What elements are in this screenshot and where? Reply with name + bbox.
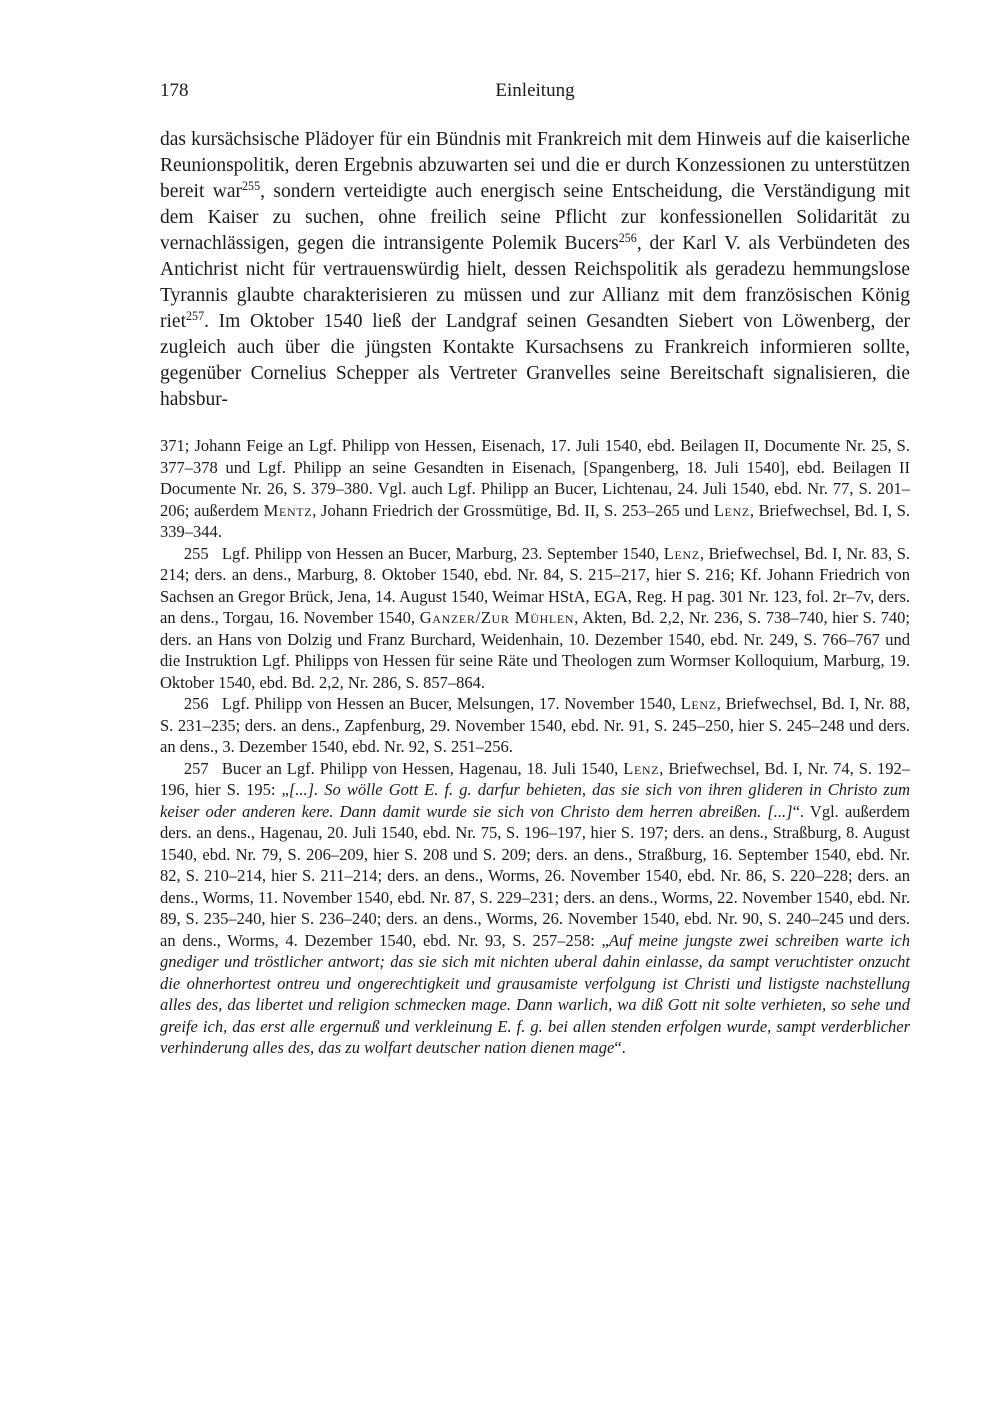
quotation-italic: Auf meine jungste zwei schreiben warte ich gnediger und tröstlicher antwort; das sie sich mit nichten uberal dahin einlasse, da sampt veruchtister onzucht die ohnerhortest ontreu und ongerechtigkeit und grausamiste verfolgung ist Christi und listigste nachstellung alles des, das libertet und religion schmecken mage. Dann warlich, wa diß Gott nit solte verhieten, so sehe und greife ich, das erst alle ergernuß und verkleinung E. f. g. bei allen stenden erfolgen wurde, sampt verderblicher verhinderung alles des, das zu wolfart deutscher nation dienen mage — [160, 930, 910, 1057]
body-segment: , der Karl V. als Verbündeten des Antichrist nicht für vertrauenswürdig hielt, dessen Reichspolitik als geradezu hemmungslose Tyrannis glaubte charakterisieren zu müssen und zur Allianz mit dem französischen König riet — [160, 233, 910, 332]
running-header — [160, 80, 910, 102]
page-number: 178 — [160, 80, 189, 101]
author-smallcaps: Mentz — [263, 500, 313, 520]
footnote-ref-255: 255 — [242, 179, 261, 194]
footnote-text: , Johann Friedrich der Grossmütige, Bd. II, S. 253–265 und — [312, 500, 714, 520]
footnote-continuation — [160, 435, 910, 543]
running-title: Einleitung — [495, 80, 575, 101]
footnote-text: , Briefwechsel, Bd. I, Nr. 83, S. 214; ders. an dens., Marburg, 8. Oktober 1540, ebd. Nr. 84, S. 215–217, hier S. 216; Kf. Johann Friedrich von Sachsen an Gregor Brück, Jena, 14. August 1540, Weimar HStA, EGA, Reg. H pag. 301 Nr. 123, fol. 2r–7v, ders. an dens., Torgau, 16. November 1540, — [160, 543, 910, 627]
footnote-256 — [160, 693, 910, 758]
footnote-text: , Briefwechsel, Bd. I, Nr. 74, S. 192–196, hier S. 195: „ — [160, 758, 910, 799]
footnote-ref-256: 256 — [618, 231, 637, 246]
main-paragraph — [160, 127, 910, 413]
footnote-number: 256 — [183, 694, 209, 713]
body-segment: , sondern verteidigte auch energisch seine Entscheidung, die Verständigung mit dem Kaiser zu suchen, ohne freilich seine Pflicht zur konfessionellen Solidarität zu vernachlässigen, gegen die intransigente Polemik Bucers — [160, 181, 911, 254]
footnote-text: , Akten, Bd. 2,2, Nr. 236, S. 738–740, hier S. 740; ders. an Hans von Dolzig und Franz Burchard, Weidenhain, 10. Dezember 1540, ebd. Nr. 249, S. 766–767 und die Instruktion Lgf. Philipps von Hessen für seine Räte und Theologen zum Wormser Kolloquium, Marburg, 19. Oktober 1540, ebd. Bd. 2,2, Nr. 286, S. 857–864. — [160, 608, 910, 692]
footnote-text: , Briefwechsel, Bd. I, S. 339–344. — [160, 500, 910, 541]
footnote-257 — [160, 758, 910, 1059]
author-smallcaps: Ganzer/Zur Mühlen — [419, 608, 575, 627]
author-smallcaps: Lenz — [680, 694, 717, 713]
body-segment: das kursächsische Plädoyer für ein Bündnis mit Frankreich mit dem Hinweis auf die kaiserliche Reunionspolitik, deren Ergebnis abzuwarten sei und die er durch Konzessionen zu unterstützen bereit war — [160, 129, 910, 202]
author-smallcaps: Lenz — [713, 500, 750, 520]
footnote-ref-257: 257 — [185, 309, 205, 324]
author-smallcaps: Lenz — [663, 543, 700, 563]
footnotes-section — [160, 435, 910, 1059]
author-smallcaps: Lenz — [623, 758, 660, 778]
footnote-number: 257 — [183, 758, 209, 778]
footnote-text: Lgf. Philipp von Hessen an Bucer, Marburg, 23. September 1540, — [221, 543, 664, 563]
footnote-text: Bucer an Lgf. Philipp von Hessen, Hagenau, 18. Juli 1540, — [221, 758, 624, 778]
footnote-text: , Briefwechsel, Bd. I, Nr. 88, S. 231–235; ders. an dens., Zapfenburg, 29. November 1540, ebd. Nr. 91, S. 245–250, hier S. 245–248 und ders. an dens., 3. Dezember 1540, ebd. Nr. 92, S. 251–256. — [160, 694, 911, 756]
quotation-italic: [...]. So wölle Gott E. f. g. darfur behieten, das sie sich von ihren glideren in Christo zum keiser oder anderen kere. Dann damit wurde sie sich von Christo dem herren abreißen. [...] — [160, 780, 910, 821]
footnote-text: 371; Johann Feige an Lgf. Philipp von Hessen, Eisenach, 17. Juli 1540, ebd. Beilagen II, Documente Nr. 25, S. 377–378 und Lgf. Philipp an seine Gesandten in Eisenach, [Spangenberg, 18. Juli 1540], ebd. Beilagen II Documente Nr. 26, S. 379–380. Vgl. auch Lgf. Philipp an Bucer, Lichtenau, 24. Juli 1540, ebd. Nr. 77, S. 201–206; außerdem — [160, 436, 910, 520]
footnote-255 — [160, 543, 910, 694]
footnote-number: 255 — [183, 543, 209, 563]
footnote-text: “. Vgl. außerdem ders. an dens., Hagenau, 20. Juli 1540, ebd. Nr. 75, S. 196–197, hier S. 197; ders. an dens., Straßburg, 8. August 1540, ebd. Nr. 79, S. 206–209, hier S. 208 und S. 209; ders. an dens., Straßburg, 16. September 1540, ebd. Nr. 82, S. 210–214, hier S. 211–214; ders. an dens., Worms, 26. November 1540, ebd. Nr. 86, S. 220–228; ders. an dens., Worms, 11. November 1540, ebd. Nr. 87, S. 229–231; ders. an dens., Worms, 22. November 1540, ebd. Nr. 89, S. 235–240, hier S. 236–240; ders. an dens., Worms, 26. November 1540, ebd. Nr. 90, S. 240–245 und ders. an dens., Worms, 4. Dezember 1540, ebd. Nr. 93, S. 257–258: „ — [160, 801, 911, 950]
footnote-text: “. — [614, 1038, 626, 1057]
footnote-text: Lgf. Philipp von Hessen an Bucer, Melsungen, 17. November 1540, — [221, 694, 681, 713]
body-segment: . Im Oktober 1540 ließ der Landgraf seinen Gesandten Siebert von Löwenberg, der zugleich auch über die jüngsten Kontakte Kursachsens zu Frankreich informieren sollte, gegenüber Cornelius Schepper als Vertreter Granvelles seine Bereitschaft signalisieren, die habsbur- — [160, 311, 910, 410]
